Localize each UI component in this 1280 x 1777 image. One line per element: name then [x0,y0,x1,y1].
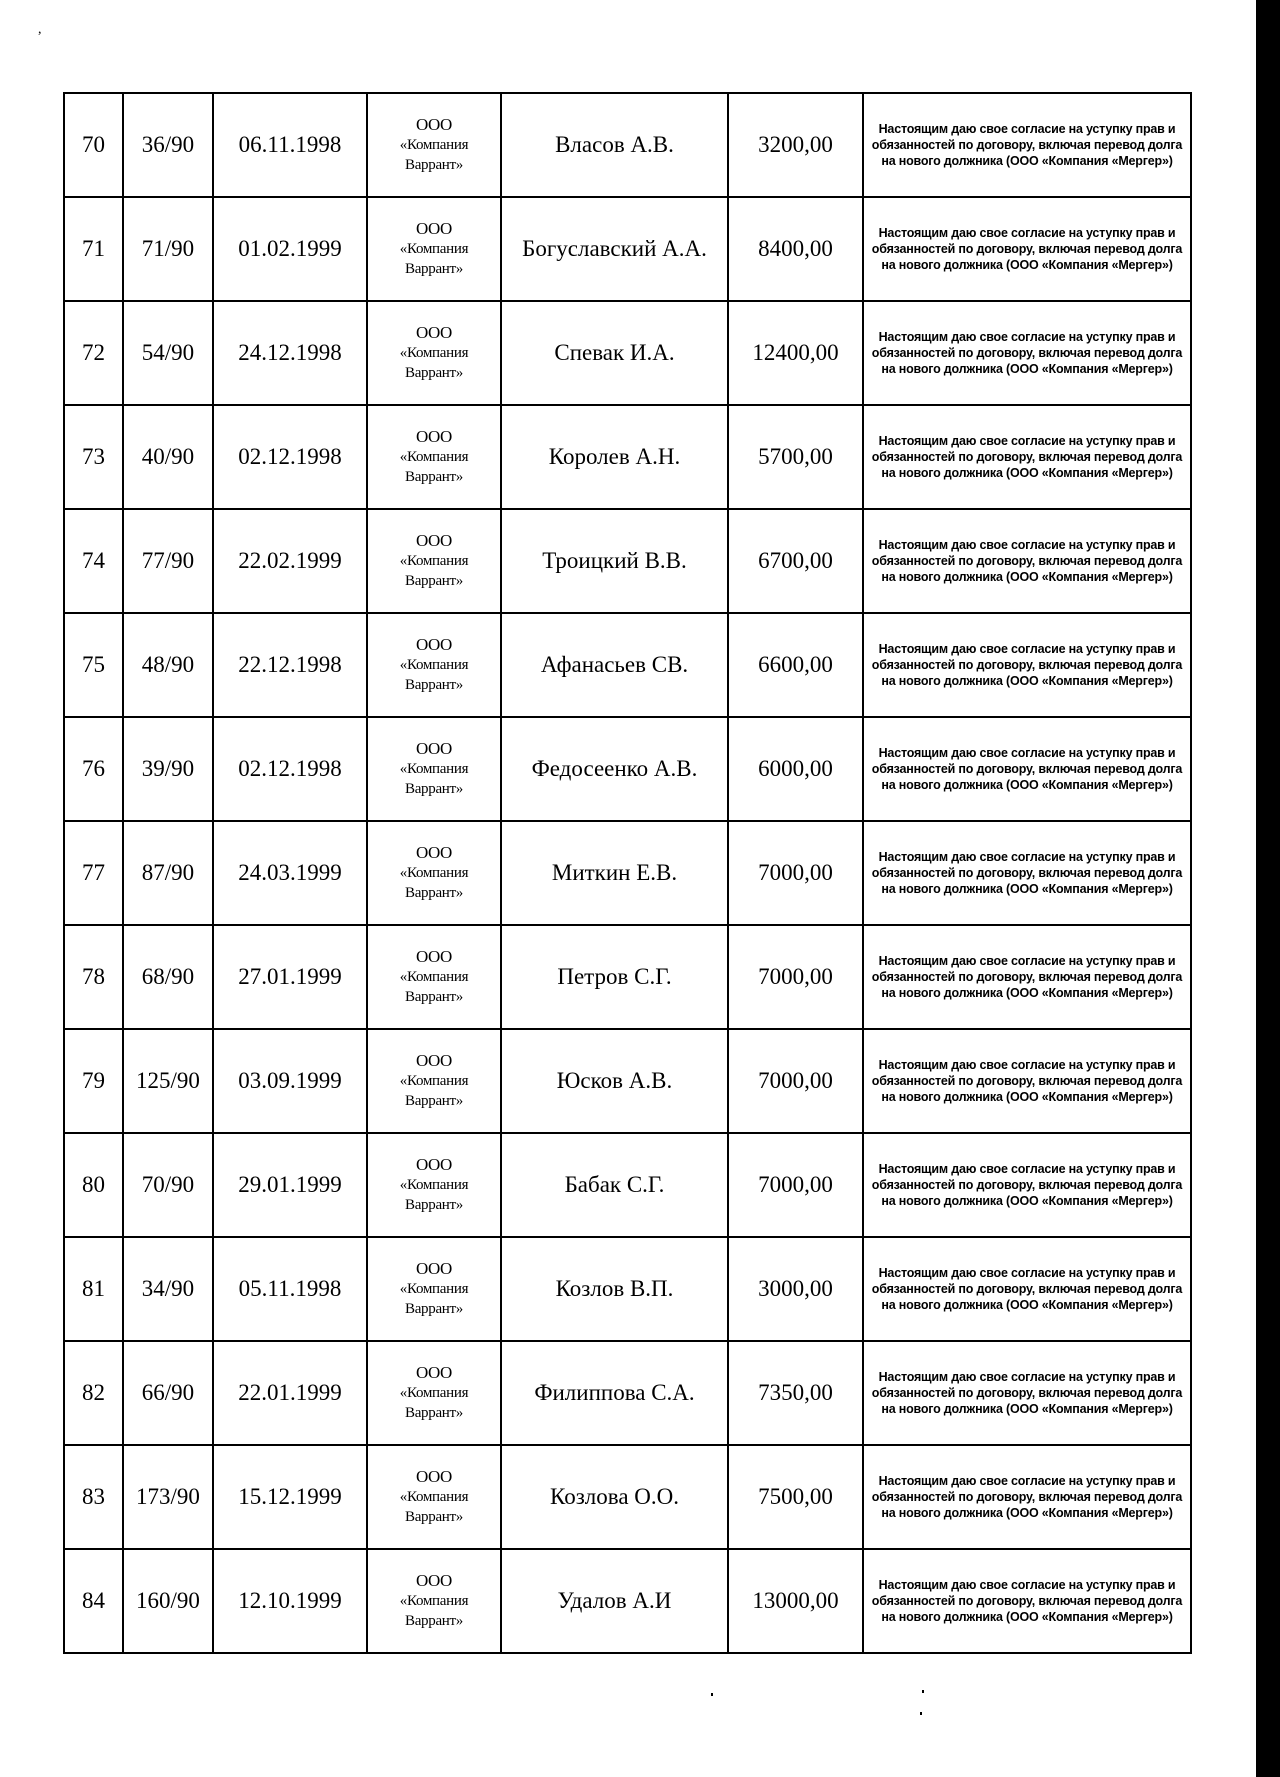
contract-number: 40/90 [123,405,213,509]
contract-number: 87/90 [123,821,213,925]
row-number: 74 [64,509,123,613]
debtor-name: Филиппова С.А. [501,1341,728,1445]
company-legal-form: ООО [416,843,452,862]
company-name-line2: Варрант» [404,1509,463,1525]
debtor-name: Козлова О.О. [501,1445,728,1549]
contract-number: 68/90 [123,925,213,1029]
company-name-line2: Варрант» [404,573,463,589]
debtor-name: Юсков А.В. [501,1029,728,1133]
debt-amount: 5700,00 [728,405,863,509]
consent-text: Настоящим даю свое согласие на уступку прав и обязанностей по договору, включая перевод долга на нового должника (ООО «Компания «Мергер») [863,301,1191,405]
debt-amount: 7000,00 [728,1133,863,1237]
company-name-line2: Варрант» [404,365,463,381]
creditor-company [367,1237,501,1341]
contract-number: 34/90 [123,1237,213,1341]
company-legal-form: ООО [416,1051,452,1070]
contract-number: 54/90 [123,301,213,405]
row-number: 78 [64,925,123,1029]
company-name-line1: «Компания [399,1593,469,1609]
row-number: 72 [64,301,123,405]
creditor-company [367,1133,501,1237]
company-name-line2: Варрант» [404,885,463,901]
table-row [64,717,1191,821]
creditor-company [367,613,501,717]
scan-speck [920,1712,922,1715]
company-name-line1: «Компания [399,449,469,465]
creditor-company [367,301,501,405]
company-name-line2: Варрант» [404,781,463,797]
company-legal-form: ООО [416,1155,452,1174]
company-name-line1: «Компания [399,137,469,153]
company-name-line2: Варрант» [404,677,463,693]
table-row [64,1133,1191,1237]
contract-number: 39/90 [123,717,213,821]
contract-number: 173/90 [123,1445,213,1549]
scan-edge-shadow [1256,0,1280,1777]
contract-date: 22.01.1999 [213,1341,367,1445]
consent-text: Настоящим даю свое согласие на уступку прав и обязанностей по договору, включая перевод долга на нового должника (ООО «Компания «Мергер») [863,821,1191,925]
contract-date: 24.12.1998 [213,301,367,405]
company-legal-form: ООО [416,1259,452,1278]
creditor-company [367,1445,501,1549]
scan-speck [711,1693,713,1696]
register-table [63,92,1192,1654]
table-row [64,925,1191,1029]
creditor-company [367,509,501,613]
debt-amount: 6000,00 [728,717,863,821]
debtor-name: Спевак И.А. [501,301,728,405]
consent-text: Настоящим даю свое согласие на уступку прав и обязанностей по договору, включая перевод долга на нового должника (ООО «Компания «Мергер») [863,613,1191,717]
debt-amount: 7000,00 [728,821,863,925]
debtor-name: Власов А.В. [501,93,728,197]
table-row [64,93,1191,197]
company-legal-form: ООО [416,115,452,134]
debtor-name: Федосеенко А.В. [501,717,728,821]
consent-text: Настоящим даю свое согласие на уступку прав и обязанностей по договору, включая перевод долга на нового должника (ООО «Компания «Мергер») [863,1133,1191,1237]
table-row [64,301,1191,405]
contract-number: 36/90 [123,93,213,197]
company-name-line1: «Компания [399,969,469,985]
consent-text: Настоящим даю свое согласие на уступку прав и обязанностей по договору, включая перевод долга на нового должника (ООО «Компания «Мергер») [863,1237,1191,1341]
company-name-line2: Варрант» [404,1301,463,1317]
contract-date: 01.02.1999 [213,197,367,301]
company-name-line2: Варрант» [404,261,463,277]
company-name-line1: «Компания [399,1385,469,1401]
consent-text: Настоящим даю свое согласие на уступку прав и обязанностей по договору, включая перевод долга на нового должника (ООО «Компания «Мергер») [863,925,1191,1029]
debtor-name: Троицкий В.В. [501,509,728,613]
contract-date: 22.12.1998 [213,613,367,717]
company-name-line1: «Компания [399,865,469,881]
company-legal-form: ООО [416,219,452,238]
table-row [64,821,1191,925]
contract-number: 70/90 [123,1133,213,1237]
debt-amount: 6700,00 [728,509,863,613]
row-number: 79 [64,1029,123,1133]
register-table-body [64,93,1191,1653]
company-legal-form: ООО [416,947,452,966]
table-row [64,1237,1191,1341]
company-legal-form: ООО [416,739,452,758]
company-name-line2: Варрант» [404,989,463,1005]
debt-amount: 7350,00 [728,1341,863,1445]
contract-number: 77/90 [123,509,213,613]
table-row [64,197,1191,301]
row-number: 82 [64,1341,123,1445]
company-legal-form: ООО [416,531,452,550]
row-number: 70 [64,93,123,197]
consent-text: Настоящим даю свое согласие на уступку прав и обязанностей по договору, включая перевод долга на нового должника (ООО «Компания «Мергер») [863,717,1191,821]
company-name-line2: Варрант» [404,1613,463,1629]
company-name-line2: Варрант» [404,157,463,173]
table-row [64,509,1191,613]
creditor-company [367,1029,501,1133]
row-number: 73 [64,405,123,509]
company-legal-form: ООО [416,427,452,446]
consent-text: Настоящим даю свое согласие на уступку прав и обязанностей по договору, включая перевод долга на нового должника (ООО «Компания «Мергер») [863,93,1191,197]
contract-number: 125/90 [123,1029,213,1133]
table-row [64,1549,1191,1653]
creditor-company [367,821,501,925]
company-legal-form: ООО [416,323,452,342]
debt-amount: 7500,00 [728,1445,863,1549]
row-number: 81 [64,1237,123,1341]
debtor-name: Королев А.Н. [501,405,728,509]
contract-date: 22.02.1999 [213,509,367,613]
debt-amount: 3200,00 [728,93,863,197]
row-number: 84 [64,1549,123,1653]
company-name-line1: «Компания [399,1489,469,1505]
debt-amount: 8400,00 [728,197,863,301]
consent-text: Настоящим даю свое согласие на уступку прав и обязанностей по договору, включая перевод долга на нового должника (ООО «Компания «Мергер») [863,1549,1191,1653]
debt-amount: 7000,00 [728,1029,863,1133]
creditor-company [367,1549,501,1653]
company-legal-form: ООО [416,1571,452,1590]
creditor-company [367,197,501,301]
debtor-name: Афанасьев СВ. [501,613,728,717]
debtor-name: Петров С.Г. [501,925,728,1029]
contract-date: 29.01.1999 [213,1133,367,1237]
company-name-line2: Варрант» [404,1093,463,1109]
contract-number: 71/90 [123,197,213,301]
company-name-line2: Варрант» [404,469,463,485]
debtor-name: Бабак С.Г. [501,1133,728,1237]
debt-amount: 12400,00 [728,301,863,405]
company-name-line1: «Компания [399,1281,469,1297]
consent-text: Настоящим даю свое согласие на уступку прав и обязанностей по договору, включая перевод долга на нового должника (ООО «Компания «Мергер») [863,1029,1191,1133]
row-number: 75 [64,613,123,717]
row-number: 71 [64,197,123,301]
row-number: 83 [64,1445,123,1549]
contract-date: 06.11.1998 [213,93,367,197]
contract-date: 05.11.1998 [213,1237,367,1341]
creditor-company [367,1341,501,1445]
contract-date: 15.12.1999 [213,1445,367,1549]
company-name-line1: «Компания [399,553,469,569]
creditor-company [367,925,501,1029]
consent-text: Настоящим даю свое согласие на уступку прав и обязанностей по договору, включая перевод долга на нового должника (ООО «Компания «Мергер») [863,405,1191,509]
row-number: 80 [64,1133,123,1237]
company-name-line2: Варрант» [404,1197,463,1213]
debtor-name: Козлов В.П. [501,1237,728,1341]
contract-date: 02.12.1998 [213,405,367,509]
table-row [64,1341,1191,1445]
debt-amount: 6600,00 [728,613,863,717]
company-name-line2: Варрант» [404,1405,463,1421]
company-name-line1: «Компания [399,657,469,673]
table-row [64,613,1191,717]
company-name-line1: «Компания [399,761,469,777]
consent-text: Настоящим даю свое согласие на уступку прав и обязанностей по договору, включая перевод долга на нового должника (ООО «Компания «Мергер») [863,197,1191,301]
table-row [64,1029,1191,1133]
consent-text: Настоящим даю свое согласие на уступку прав и обязанностей по договору, включая перевод долга на нового должника (ООО «Компания «Мергер») [863,1341,1191,1445]
contract-date: 12.10.1999 [213,1549,367,1653]
company-name-line1: «Компания [399,1073,469,1089]
debtor-name: Миткин Е.В. [501,821,728,925]
company-name-line1: «Компания [399,345,469,361]
contract-date: 27.01.1999 [213,925,367,1029]
debt-amount: 3000,00 [728,1237,863,1341]
scan-page-mark: , [38,22,42,37]
row-number: 77 [64,821,123,925]
consent-text: Настоящим даю свое согласие на уступку прав и обязанностей по договору, включая перевод долга на нового должника (ООО «Компания «Мергер») [863,1445,1191,1549]
contract-date: 24.03.1999 [213,821,367,925]
company-name-line1: «Компания [399,241,469,257]
scan-speck [922,1690,924,1693]
table-row [64,405,1191,509]
company-legal-form: ООО [416,635,452,654]
creditor-company [367,405,501,509]
company-legal-form: ООО [416,1363,452,1382]
consent-text: Настоящим даю свое согласие на уступку прав и обязанностей по договору, включая перевод долга на нового должника (ООО «Компания «Мергер») [863,509,1191,613]
creditor-company [367,93,501,197]
creditor-company [367,717,501,821]
contract-date: 02.12.1998 [213,717,367,821]
contract-number: 160/90 [123,1549,213,1653]
contract-date: 03.09.1999 [213,1029,367,1133]
contract-number: 66/90 [123,1341,213,1445]
contract-number: 48/90 [123,613,213,717]
debtor-name: Удалов А.И [501,1549,728,1653]
row-number: 76 [64,717,123,821]
debtor-name: Богуславский А.А. [501,197,728,301]
debt-amount: 13000,00 [728,1549,863,1653]
table-row [64,1445,1191,1549]
company-name-line1: «Компания [399,1177,469,1193]
company-legal-form: ООО [416,1467,452,1486]
debt-amount: 7000,00 [728,925,863,1029]
